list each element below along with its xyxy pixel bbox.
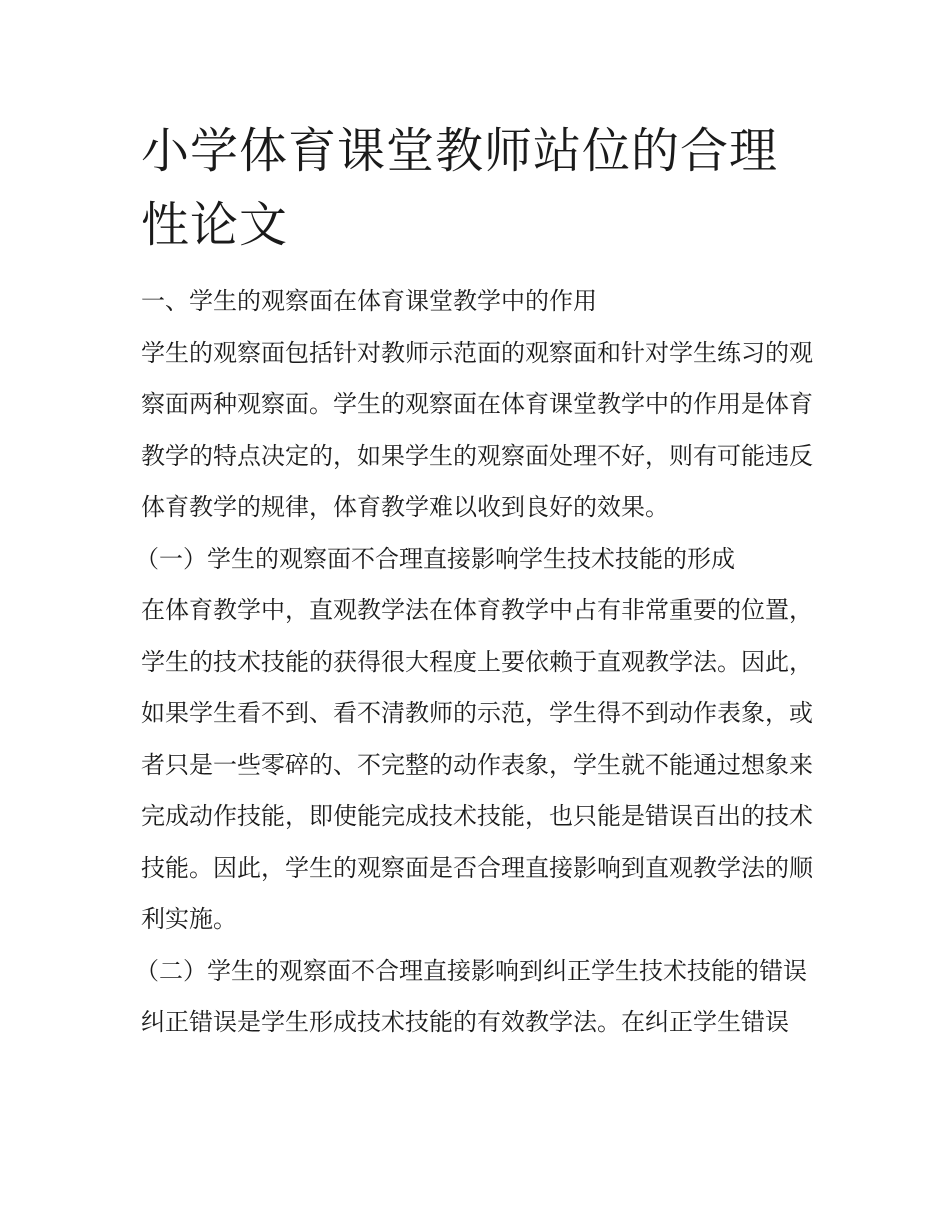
- document-body: [135, 276, 813, 1049]
- paragraph: 学生的观察面包括针对教师示范面的观察面和针对学生练习的观察面两种观察面。学生的观察面在体育课堂教学中的作用是体育教学的特点决定的，如果学生的观察面处理不好，则有可能违反体育教学的规律，体育教学难以收到良好的效果。: [141, 338, 813, 521]
- document-title: 小学体育课堂教师站位的合理性论文: [141, 123, 779, 253]
- section-heading: 一、学生的观察面在体育课堂教学中的作用: [141, 287, 597, 315]
- subsection-heading: （一）学生的观察面不合理直接影响学生技术技能的形成: [135, 544, 735, 573]
- paragraph: 在体育教学中，直观教学法在体育教学中占有非常重要的位置，学生的技术技能的获得很大程度上要依赖于直观教学法。因此，如果学生看不到、看不清教师的示范，学生得不到动作表象，或者只是一些零碎的、不完整的动作表象，学生就不能通过想象来完成动作技能，即使能完成技术技能，也只能是错误百出的技术技能。因此，学生的观察面是否合理直接影响到直观教学法的顺利实施。: [141, 596, 813, 933]
- paragraph: 纠正错误是学生形成技术技能的有效教学法。在纠正学生错误: [141, 1008, 789, 1036]
- subsection-heading: （二）学生的观察面不合理直接影响到纠正学生技术技能的错误: [135, 956, 807, 985]
